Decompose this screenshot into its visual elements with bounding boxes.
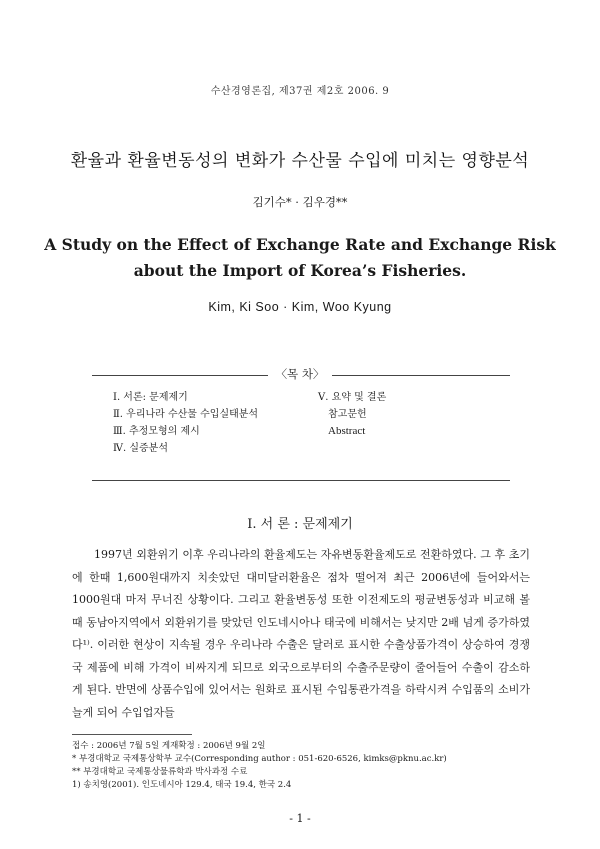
footnote-divider: [72, 734, 192, 735]
section-heading: Ⅰ. 서 론 : 문제제기: [247, 517, 353, 532]
toc-item: 참고문헌: [328, 409, 367, 420]
toc-left-column: [113, 389, 258, 457]
toc-item-abstract: Abstract: [328, 425, 366, 437]
journal-citation: 수산경영론집, 제37권 제2호 2006. 9: [210, 86, 390, 97]
toc-heading: 〈목 차〉: [0, 366, 600, 382]
body-text: [72, 544, 530, 724]
footnote-author1: * 부경대학교 국제통상학부 교수(Corresponding author : 051-620-6526, kimks@pknu.ac.kr): [72, 754, 447, 764]
toc-item: Ⅴ. 요약 및 결론: [318, 392, 387, 403]
footnote-ref1: 1) 송치영(2001). 인도네시아 129.4, 태국 19.4, 한국 2.4: [72, 780, 292, 790]
body-paragraph: 1997년 외환위기 이후 우리나라의 환율제도는 자유변동환율제도로 전환하였다. 그 후 초기에 한때 1,600원대까지 치솟았던 대미달러환율은 점차 떨어져 최근 2006년에 들어와서는 1000원대 마저 무너진 상황이다. 그리고 환율변동성 또한 이전제도의 평균변동성과 비교해 볼 때 동남아지역에서 외환위기를 맞았던 인도네시아나 태국에 비해서는 낮지만 2배 넘게 증가하였다¹⁾. 이러한 현상이 지속될 경우 우리나라 수출은 달러로 표시한 수출상품가격이 상승하여 경쟁국 제품에 비해 가격이 비싸지게 되므로 외국으로부터의 수출주문량이 줄어들어 수출이 감소하게 된다. 반면에 상품수입에 있어서는 원화로 표시된 수입통관가격을 하락시켜 수입품의 소비가 늘게 되어 수입업자들: [72, 548, 530, 719]
toc-item: Ⅰ. 서론: 문제제기: [113, 392, 188, 403]
toc-item: Ⅱ. 우리나라 수산물 수입실태분석: [113, 409, 259, 420]
footnote-author2: ** 부경대학교 국제통상물류학과 박사과정 수료: [72, 767, 248, 777]
footnote-received: 접수 : 2006년 7월 5일 게재확정 : 2006년 9월 2일: [72, 741, 266, 751]
toc-item: Ⅳ. 실증분석: [113, 443, 168, 454]
footnotes: [72, 740, 532, 792]
toc-right-column: [318, 389, 386, 440]
page-number: - 1 -: [289, 812, 311, 825]
korean-title: 환율과 환율변동성의 변화가 수산물 수입에 미치는 영향분석: [70, 151, 530, 171]
korean-authors: 김기수* · 김우경**: [252, 195, 348, 209]
toc-item: Ⅲ. 추정모형의 제시: [113, 426, 200, 437]
english-title: A Study on the Effect of Exchange Rate and Exchange Risk about the Import of Korea’s Fisheries.: [44, 235, 556, 280]
english-authors: Kim, Ki Soo · Kim, Woo Kyung: [208, 300, 392, 314]
